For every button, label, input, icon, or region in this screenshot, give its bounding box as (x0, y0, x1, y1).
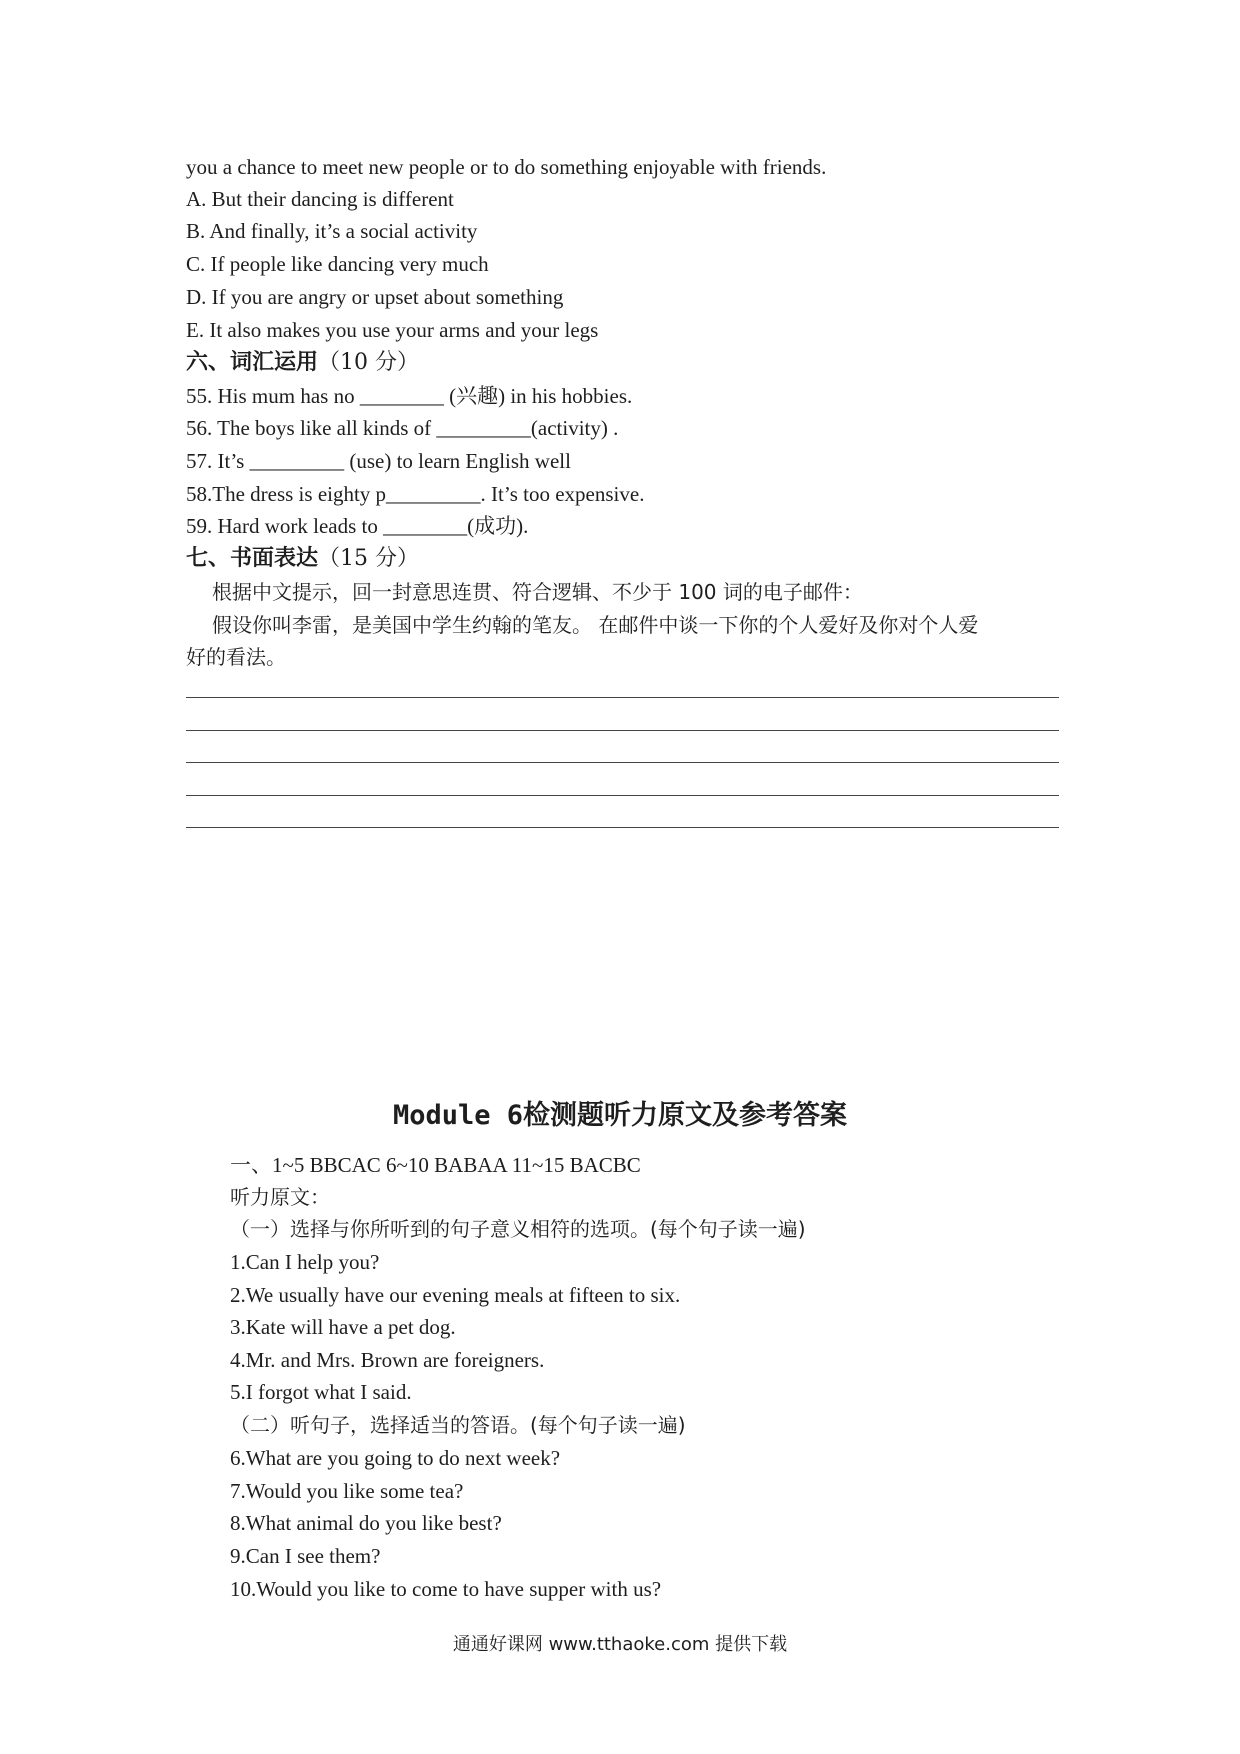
answer-section-title: Module 6检测题听力原文及参考答案 (392, 1100, 848, 1131)
transcript-sentence-1: 1.Can I help you? (230, 1250, 380, 1274)
option-b: B. And finally, it’s a social activity (186, 219, 478, 243)
option-a: A. But their dancing is different (186, 187, 454, 211)
transcript-sentence-3: 3.Kate will have a pet dog. (230, 1315, 456, 1339)
transcript-sentence-5: 5.I forgot what I said. (230, 1380, 412, 1404)
writing-line (186, 697, 1059, 698)
transcript-sentence-8: 8.What animal do you like best? (230, 1511, 502, 1535)
answer-key: 一、1~5 BBCAC 6~10 BABAA 11~15 BACBC (230, 1153, 641, 1177)
passage-continuation: you a chance to meet new people or to do something enjoyable with friends. (186, 155, 827, 179)
transcript-sentence-9: 9.Can I see them? (230, 1544, 381, 1568)
vocab-item-57: 57. It’s _________ (use) to learn English well (186, 449, 571, 473)
writing-prompt-line-1: 假设你叫李雷，是美国中学生约翰的笔友。 在邮件中谈一下你的个人爱好及你对个人爱 (212, 613, 979, 637)
section-7-points: （15 分） (318, 546, 420, 571)
option-e: E. It also makes you use your arms and your legs (186, 318, 599, 342)
option-c: C. If people like dancing very much (186, 252, 489, 276)
vocab-item-59: 59. Hard work leads to ________(成功). (186, 514, 529, 538)
vocab-item-58: 58.The dress is eighty p_________. It’s too expensive. (186, 482, 645, 506)
writing-line (186, 730, 1059, 731)
part-2-instruction: （二）听句子，选择适当的答语。(每个句子读一遍) (230, 1413, 686, 1437)
transcript-sentence-10: 10.Would you like to come to have supper with us? (230, 1577, 662, 1601)
section-6-points: （10 分） (318, 350, 420, 375)
writing-line (186, 762, 1059, 763)
section-6-title: 六、词汇运用 (186, 350, 319, 375)
writing-line (186, 827, 1059, 828)
transcript-sentence-2: 2.We usually have our evening meals at fifteen to six. (230, 1283, 681, 1307)
writing-instruction: 根据中文提示，回一封意思连贯、符合逻辑、不少于 100 词的电子邮件： (212, 580, 863, 604)
vocab-item-55: 55. His mum has no ________ (兴趣) in his hobbies. (186, 384, 633, 408)
writing-prompt-line-2: 好的看法。 (186, 645, 286, 669)
transcript-sentence-7: 7.Would you like some tea? (230, 1479, 464, 1503)
transcript-label: 听力原文： (230, 1185, 330, 1209)
section-7-heading (186, 543, 419, 574)
vocab-item-56: 56. The boys like all kinds of _________(activity) . (186, 416, 619, 440)
transcript-sentence-6: 6.What are you going to do next week? (230, 1446, 561, 1470)
page-footer: 通通好课网 www.tthaoke.com 提供下载 (452, 1634, 788, 1655)
transcript-sentence-4: 4.Mr. and Mrs. Brown are foreigners. (230, 1348, 545, 1372)
section-6-heading (186, 347, 419, 378)
writing-line (186, 795, 1059, 796)
option-d: D. If you are angry or upset about something (186, 285, 564, 309)
part-1-instruction: （一）选择与你所听到的句子意义相符的选项。(每个句子读一遍) (230, 1217, 806, 1241)
section-7-title: 七、书面表达 (186, 546, 319, 571)
